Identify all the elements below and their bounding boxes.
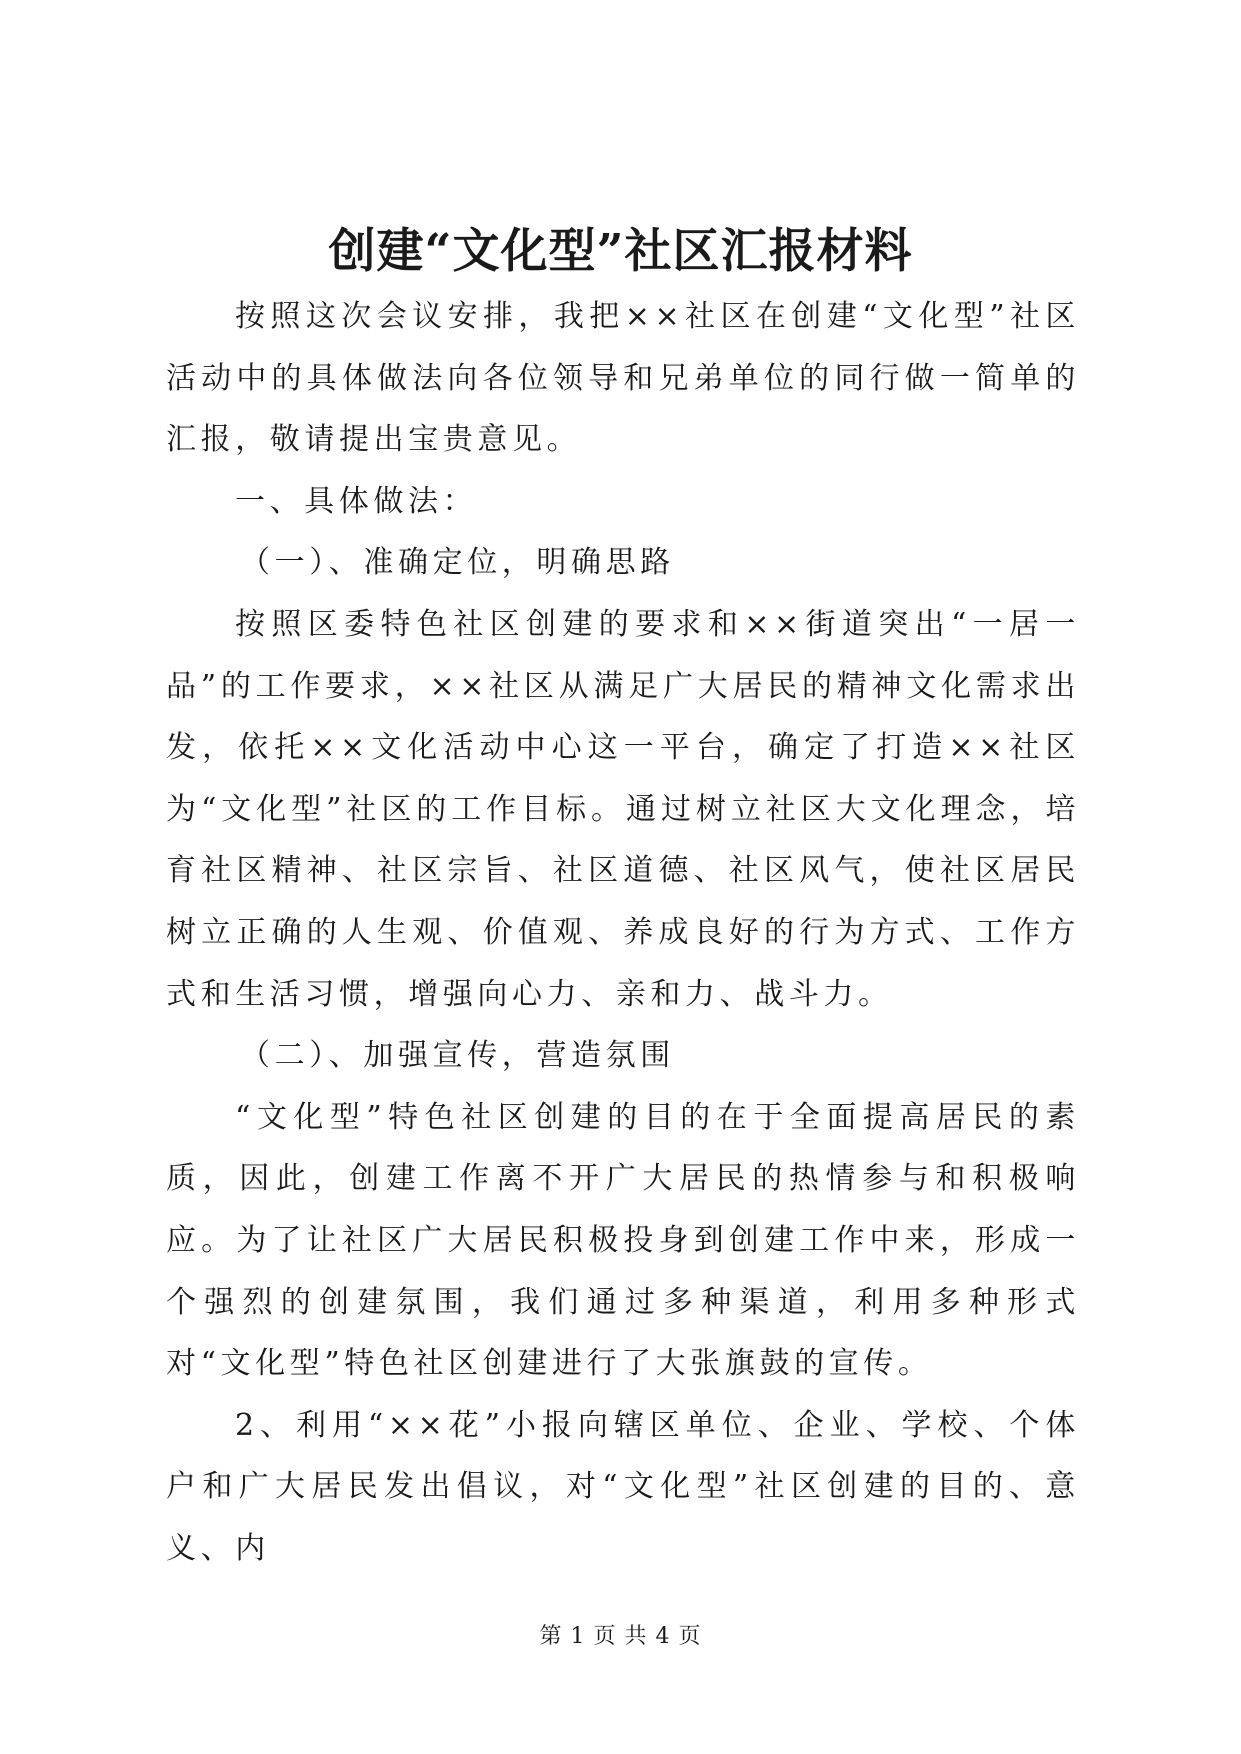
page-number-footer: 第 1 页 共 4 页 bbox=[539, 1624, 702, 1649]
paragraph-publicity: “文化型”特色社区创建的目的在于全面提高居民的素质，因此，创建工作离不开广大居民的热情参与和积极响应。为了让社区广大居民积极投身到创建工作中来，形成一个强烈的创建氛围，我们通过多种渠道，利用多种形式对“文化型”特色社区创建进行了大张旗鼓的宣传。 bbox=[166, 1099, 1080, 1382]
paragraph-positioning: 按照区委特色社区创建的要求和××街道突出“一居一品”的工作要求，××社区从满足广大居民的精神文化需求出发，依托××文化活动中心这一平台，确定了打造××社区为“文化型”社区的工作目标。通过树立社区大文化理念，培育社区精神、社区宗旨、社区道德、社区风气，使社区居民树立正确的人生观、价值观、养成良好的行为方式、工作方式和生活习惯，增强向心力、亲和力、战斗力。 bbox=[166, 606, 1080, 1012]
document-title: 创建“文化型”社区汇报材料 bbox=[328, 224, 913, 279]
paragraph-newsletter: 2、利用“××花”小报向辖区单位、企业、学校、个体户和广大居民发出倡议，对“文化型”社区创建的目的、意义、内 bbox=[166, 1407, 1080, 1566]
document-body bbox=[166, 286, 1080, 1579]
subsection-heading-publicity: （二）、加强宣传，营造氛围 bbox=[240, 1038, 675, 1074]
section-heading-specific-methods: 一、具体做法： bbox=[235, 483, 478, 519]
subsection-heading-positioning: （一）、准确定位，明确思路 bbox=[240, 545, 675, 581]
intro-paragraph: 按照这次会议安排，我把××社区在创建“文化型”社区活动中的具体做法向各位领导和兄弟单位的同行做一简单的汇报，敬请提出宝贵意见。 bbox=[166, 299, 1080, 458]
